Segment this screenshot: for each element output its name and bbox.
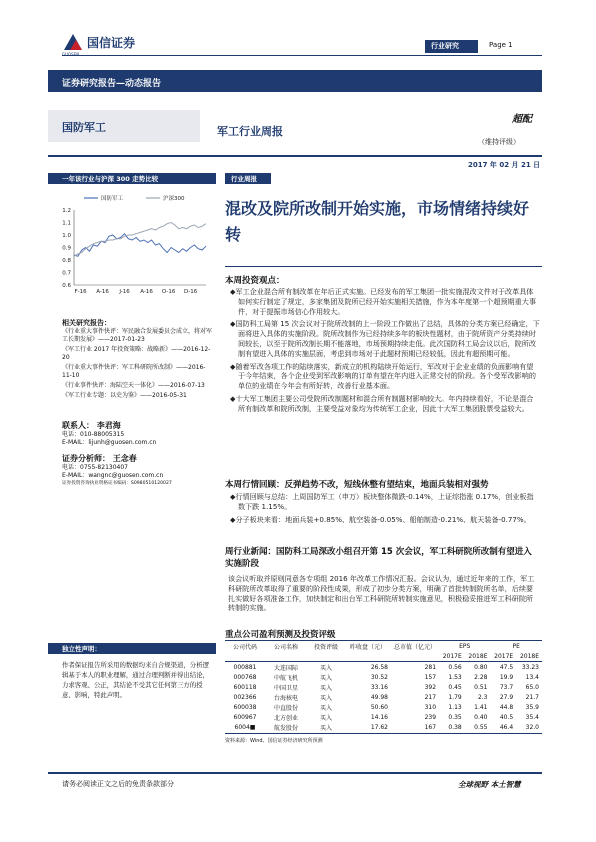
table-row [225, 682, 542, 692]
th: 公司名称 [273, 643, 298, 651]
table-cell: 32.0 [525, 723, 539, 731]
logo [62, 30, 172, 54]
main-title: 混改及院所改制开始实施，市场情绪持续好转 [225, 199, 530, 244]
table-cell: 0.80 [474, 663, 488, 671]
table-cell: 买入 [319, 664, 332, 672]
contact-tel: 电话：010-88005315 [62, 431, 125, 438]
report-type: 证券研究报告—动态报告 [62, 79, 162, 89]
table-cell: 买入 [319, 724, 332, 732]
rating: 超配 [512, 114, 532, 125]
y-tick-label: 1.2 [62, 208, 71, 214]
th: EPS [459, 642, 471, 650]
table-subheader-row [225, 651, 542, 662]
related-item[interactable]: 《军工行业 2017 年投资策略：战略新》——2016-12-20 [62, 346, 211, 361]
y-tick-label: 0.9 [62, 245, 71, 252]
week-item: ◆分子板块来看：地面兵装+0.85%、航空装备-0.05%、船舶制造-0.21%、航天装备-0.77%。 [230, 514, 531, 524]
news-text: 该会议听取并原则同意各专项组 2016 年改革工作情况汇报。会议认为，通过近年来的工作，军工科研院所改革取得了重要的阶段性成果，形成了初步分类方案，明确了首批转制院所名单，后续要扎实做好各项准备工作，加快制定和出台军工科研院所转制实施意见，积极稳妥推进军工科研院所转制的实施。 [228, 574, 535, 613]
contact-name: 李君海 [96, 421, 121, 430]
point-item: ◆军工企业混合所有制改革在年后正式实施。已经发布的军工集团一批实施混改文件对于改革具体如何实行制定了规定，多家集团及院所已经开始实施相关措施，作为本年度第一个超预期重大事件，对于提振市场信心作用较大。 [230, 287, 536, 316]
table-cell: 买入 [319, 674, 332, 682]
table-cell: 买入 [319, 714, 332, 722]
table-cell: 17.62 [370, 723, 388, 731]
contact-label: 联系人： [62, 421, 94, 430]
y-tick-label: 0.7 [62, 270, 71, 277]
table-header-row [225, 641, 542, 651]
week-points [228, 492, 540, 527]
table-source: 资料来源：Wind、国信证券经济研究所预测 [225, 738, 323, 744]
points-title: 本周投资观点： [225, 276, 285, 286]
table-cell: 000881 [233, 663, 257, 671]
table-cell: 33.23 [521, 663, 539, 671]
table-cell: 0.55 [474, 723, 488, 731]
series-line [74, 234, 206, 257]
table-cell: 航发股份 [273, 724, 298, 732]
table-cell: 600118 [233, 683, 257, 691]
table-cell: 中国卫星 [273, 684, 298, 692]
footer-right: 全球视野 本土智慧 [458, 780, 521, 789]
point-item: ◆随着军改各项工作的陆续落实，新成立的机构陆续开始运行，军改对于企业业绩的负面影响有望于今年结束，各个企业受到军改影响的订单有望在年内进入正常交付的阶段。各个受军改影响的单位的业绩在今年会有所好转，改善行业基本面。 [230, 361, 536, 391]
table-cell: 310 [424, 703, 437, 711]
th-sub: 2018E [519, 652, 539, 660]
table-cell: 73.7 [499, 683, 514, 691]
table-row [225, 662, 542, 673]
point-item: ◆十大军工集团主要公司受院所改制题材和混合所有制题材影响较大。年内持续看好，不论是混合所有制改革和院所改制，主要受益对象均为传统军工企业，因此十大军工集团股票受益较大。 [230, 393, 534, 413]
table-cell: 19.9 [499, 673, 514, 681]
table-cell: 台海核电 [273, 694, 298, 702]
news-title: 周行业新闻：国防科工局深改小组召开第 15 次会议，军工科研院所改制有望进入实施阶段 [225, 547, 532, 569]
table-cell: 33.16 [370, 683, 388, 691]
analyst-email[interactable]: E-MAIL：wangnc@guosen.com.cn [62, 472, 164, 479]
disclaimer-title: 独立性声明： [62, 645, 101, 653]
contact-email[interactable]: E-MAIL：lijunh@guosen.com.cn [62, 439, 157, 446]
table-cell: 40.5 [499, 713, 514, 721]
table-cell: 0.45 [448, 683, 462, 691]
points-list [228, 287, 540, 417]
table-cell: 0.56 [448, 663, 462, 671]
week-title: 本周行情回顾：反弹趋势不改，短线休整有望结束，地面兵装相对强势 [225, 480, 489, 490]
table-cell: 65.0 [525, 683, 539, 691]
related-list [62, 328, 214, 402]
week-item: ◆行情回顾与总结：上周国防军工（申万）板块整体微跌-0.14%，上证综指涨 0.17%，创业板指数下跌 1.15%。 [230, 492, 534, 511]
table-cell: 1.53 [448, 673, 462, 681]
forecast-table [225, 641, 542, 732]
table-cell: 13.4 [525, 673, 539, 681]
table-cell: 买入 [319, 694, 332, 702]
x-tick-label: O-16 [161, 289, 176, 295]
table-cell: 2.28 [474, 673, 488, 681]
table-cell: 002366 [233, 693, 257, 701]
th: 昨收盘（元） [349, 643, 386, 651]
related-title: 相关研究报告： [62, 319, 111, 327]
table-title: 重点公司盈利预测及投资评级 [225, 630, 336, 640]
section-tag: 行业周报 [231, 175, 257, 183]
table-cell: 0.38 [448, 723, 462, 731]
table-cell: 30.52 [370, 673, 388, 681]
table-row [225, 692, 542, 702]
table-row [225, 722, 542, 732]
th-sub: 2018E [468, 652, 488, 660]
table-cell: 2.3 [477, 693, 488, 701]
table-cell: 157 [424, 673, 437, 681]
header-rule [62, 55, 542, 56]
table-cell: 217 [424, 693, 437, 701]
report-name: 军工行业周报 [217, 125, 283, 138]
table-cell: 49.98 [370, 693, 388, 701]
y-tick-label: 0.8 [62, 258, 71, 264]
related-item[interactable]: 《行业重大事件快评：军工科研院所改制》——2016-11-10 [62, 364, 206, 379]
th: 总市值（亿元） [394, 643, 437, 651]
analyst-tel: 电话：0755-82130407 [62, 464, 128, 471]
table-cell: 0.40 [474, 713, 488, 721]
table-cell: 44.8 [499, 703, 514, 711]
trend-chart [52, 190, 212, 305]
table-bottom-rule [225, 733, 542, 734]
table-cell: 392 [424, 683, 437, 691]
th-sub: 2017E [494, 652, 514, 660]
logo-mark-icon [62, 32, 84, 52]
table-cell: 281 [424, 663, 437, 671]
x-tick-label: D-16 [183, 289, 198, 295]
disclaimer-text: 作者保证报告所采用的数据均来自合规渠道，分析逻辑基于本人的职业理解，通过合理判断并得出结论，力求客观、公正，其结论不受其它任何第三方的授意、影响，特此声明。 [62, 661, 209, 699]
table-cell: 买入 [319, 704, 332, 712]
contact-block [62, 420, 217, 487]
related-item[interactable]: 《行业事件快评：海陆空天一体化》——2016-07-13 [62, 382, 205, 389]
legend-label: 沪深300 [163, 196, 185, 202]
table-cell: 239 [424, 713, 437, 721]
table-cell: 买入 [319, 684, 332, 692]
table-cell: 1.79 [448, 693, 462, 701]
page-number: Page 1 [489, 41, 513, 49]
footer-left: 请务必阅读正文之后的免责条款部分 [62, 780, 174, 788]
table-cell: 35.9 [525, 703, 539, 711]
table-cell: 50.60 [370, 703, 388, 711]
industry-name: 国防军工 [62, 121, 106, 134]
logo-text: 国信证券 [87, 36, 136, 50]
table-cell: 中直股份 [273, 704, 298, 712]
y-tick-label: 1.1 [62, 220, 71, 227]
table-cell: 26.58 [370, 663, 388, 671]
th-sub: 2017E [442, 652, 462, 660]
point-item: ◆国防科工局第 15 次会议对于院所改制的上一阶段工作做出了总结，具体的分类方案已经确定，下面将进入具体的实施阶段。院所改制作为已经持续多年的板块性题材，由于院所资产分类持续时间较长，以至于院所改制长期不能落地，市场预期持续走低。此次国防科工局会议以后，院所改制有望进入具体的实施层面，考虑到市场对于此题材预期已经较低，因此有超预期可能。 [230, 319, 540, 358]
date-rule [48, 155, 542, 157]
table-cell: 1.13 [448, 703, 462, 711]
table-cell: 中航飞机 [273, 674, 298, 682]
analyst-label: 证券分析师： [62, 454, 110, 463]
header-tag-text: 行业研究 [431, 42, 459, 50]
th: 投资评级 [313, 643, 338, 651]
table-cell: 000768 [233, 673, 257, 681]
table-cell: 6004■ [234, 723, 256, 731]
th: 公司代码 [232, 643, 257, 651]
x-tick-label: A-16 [96, 289, 109, 295]
table-cell: 大连国际 [273, 664, 298, 672]
x-tick-label: J-16 [119, 289, 130, 295]
table-cell: 0.35 [448, 713, 462, 721]
analyst-cert: 证券投资咨询执业资格证书编码：S0980510120027 [62, 481, 172, 486]
x-tick-label: F-16 [74, 289, 87, 295]
legend-label: 国防军工 [101, 196, 124, 202]
table-cell: 14.16 [370, 713, 388, 721]
y-tick-label: 0.6 [62, 283, 71, 289]
chart-box-title: 一年该行业与沪深 300 走势比较 [62, 175, 159, 183]
x-tick-label: A-16 [140, 289, 153, 295]
table-row [225, 702, 542, 712]
table-cell: 27.9 [499, 693, 514, 701]
related-item[interactable]: 《军工行业专题：以史为鉴》——2016-05-31 [62, 392, 187, 399]
table-cell: 0.51 [474, 683, 488, 691]
table-cell: 167 [424, 723, 437, 731]
table-cell: 600038 [233, 703, 257, 711]
table-cell: 47.5 [499, 663, 514, 671]
title-rule [225, 266, 542, 267]
related-item[interactable]: 《行业重大事件快评：军民融合发展委员会成立，将对军工长期发展》——2017-01-23 [62, 328, 213, 343]
report-date: 2017 年 02 月 21 日 [468, 161, 541, 169]
table-row [225, 672, 542, 682]
y-tick-label: 1.0 [62, 233, 71, 239]
table-cell: 35.4 [525, 713, 539, 721]
th: PE [512, 642, 520, 650]
table-cell: 21.7 [525, 693, 539, 701]
table-row [225, 712, 542, 722]
table-cell: 46.4 [499, 723, 514, 731]
footer-rule [48, 772, 542, 774]
analyst-name: 王念春 [112, 454, 137, 463]
rating-note: （维持评级） [478, 138, 520, 146]
table-cell: 1.41 [474, 703, 488, 711]
table-cell: 北方创业 [273, 714, 298, 722]
table-cell: 600967 [233, 713, 257, 721]
